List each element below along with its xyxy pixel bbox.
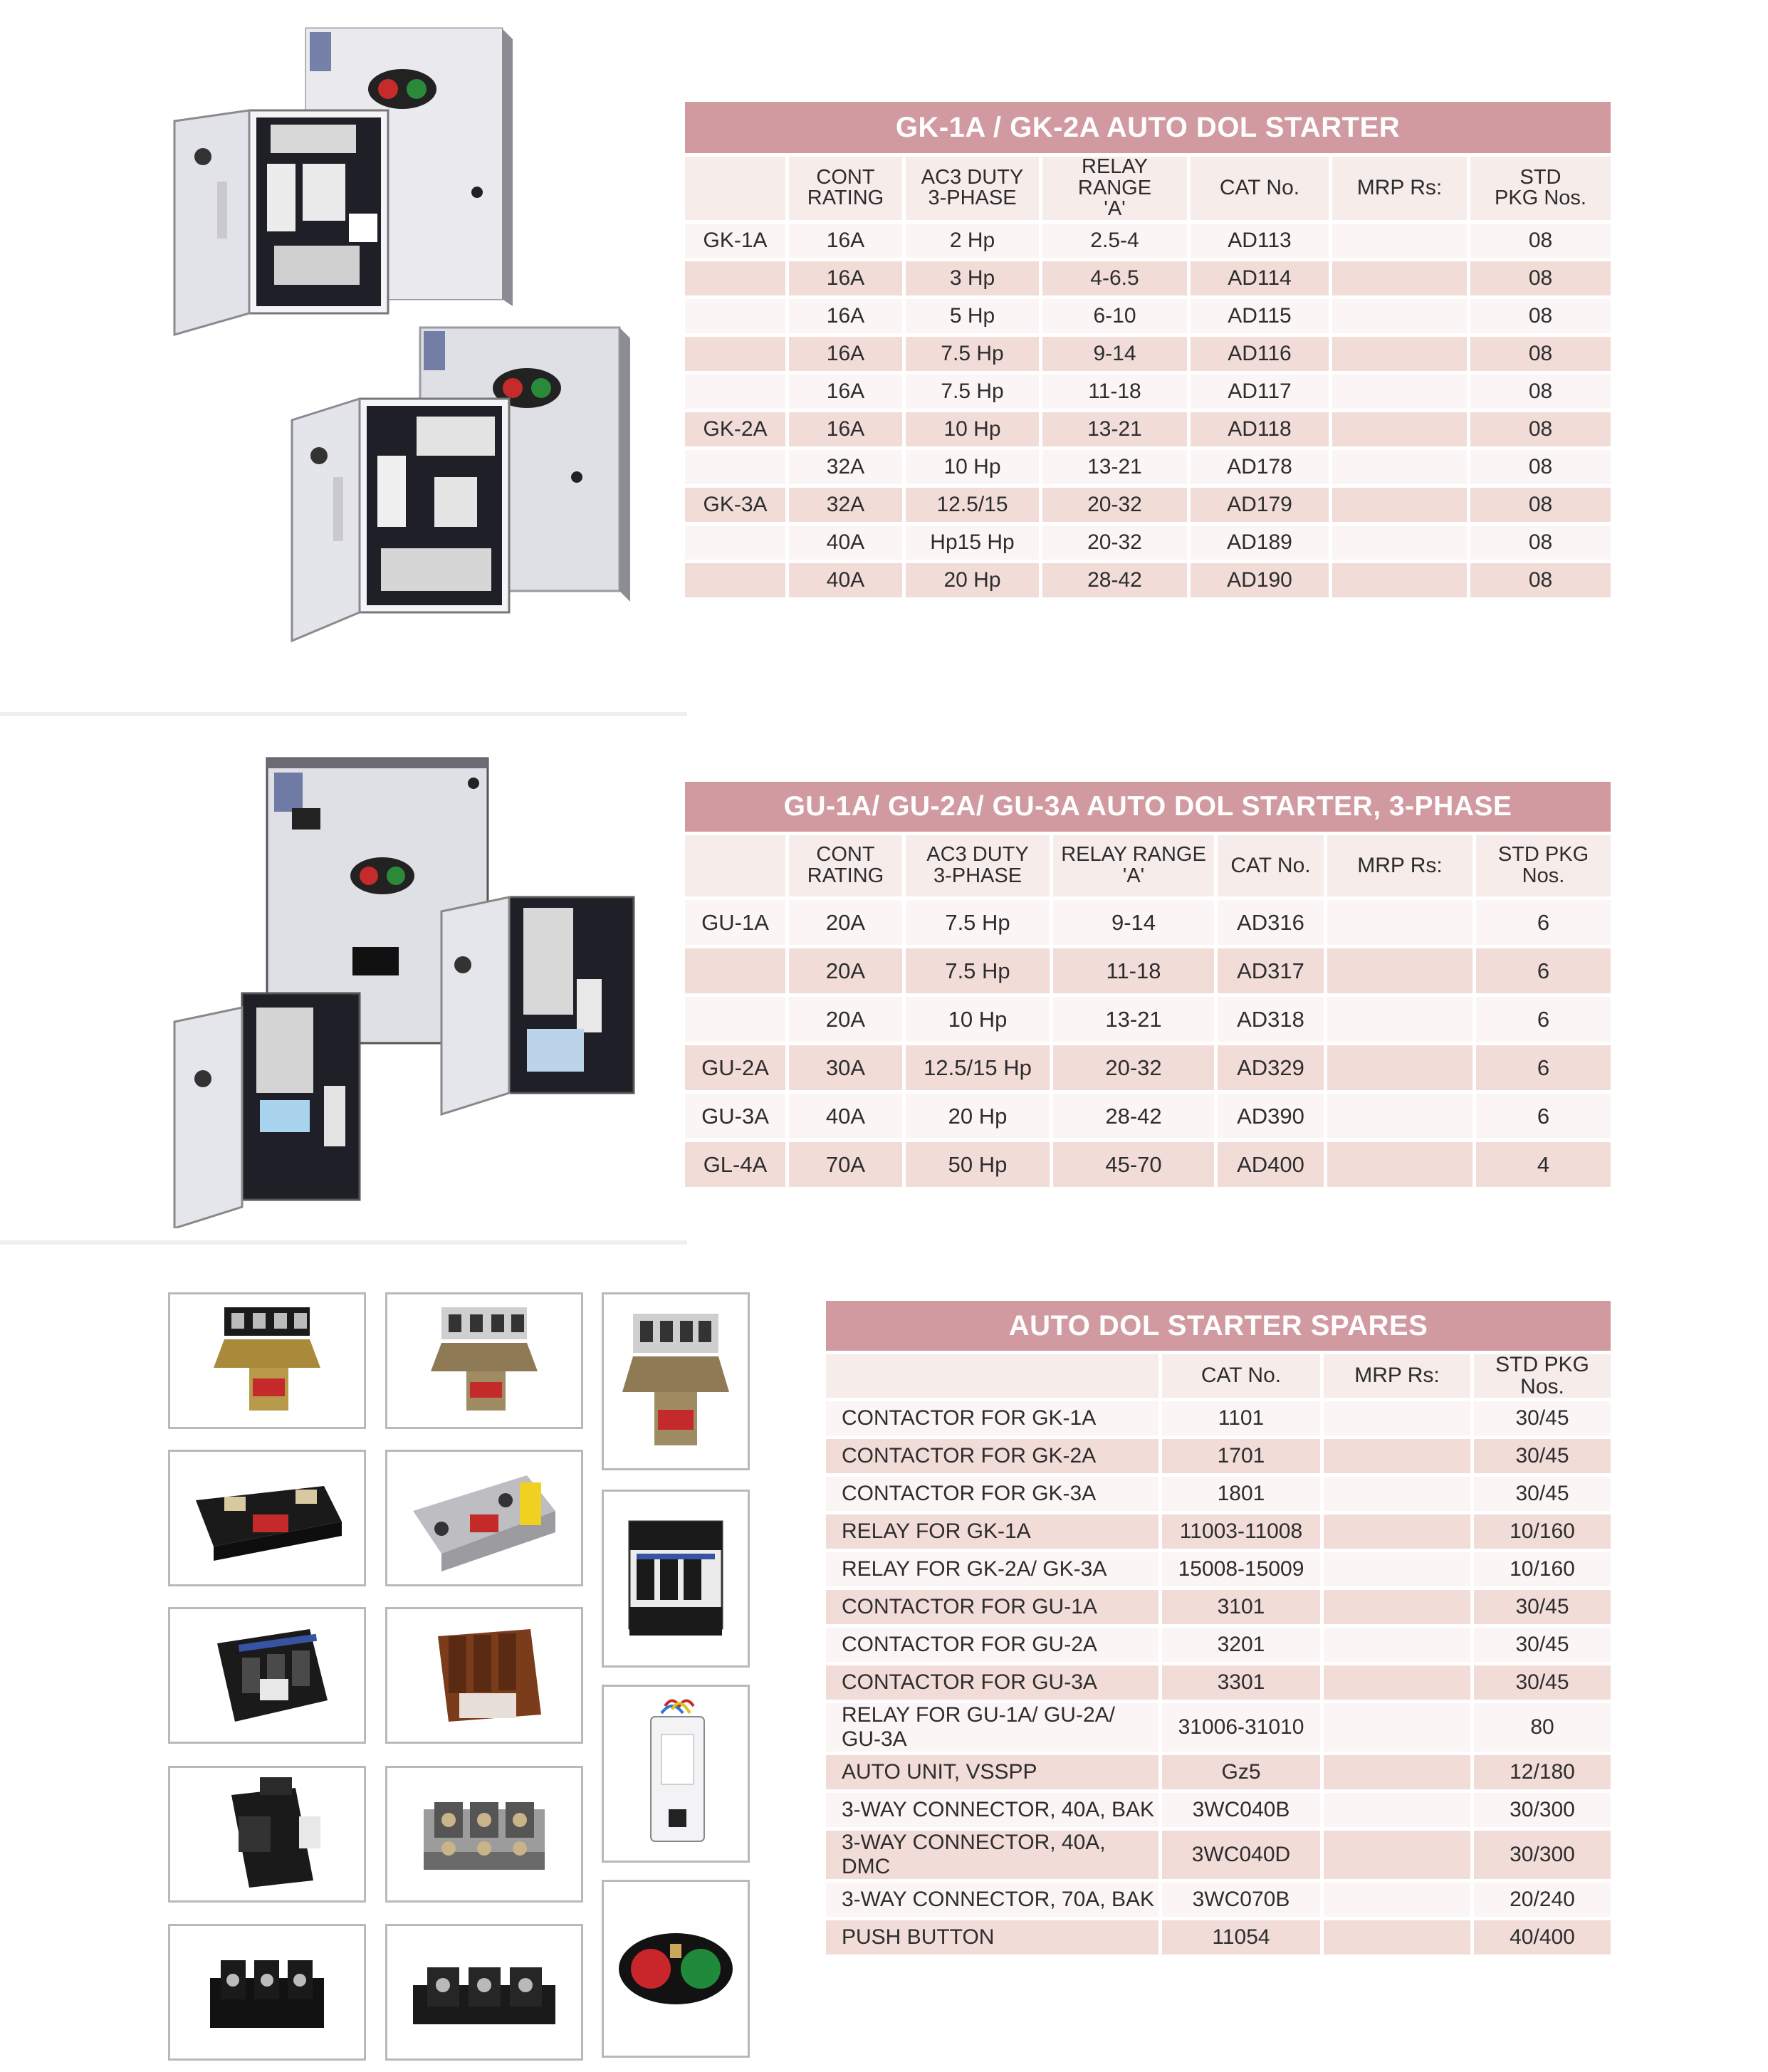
gk-table-title: GK-1A / GK-2A AUTO DOL STARTER <box>685 102 1611 153</box>
header-cont-rating: CONT RATING <box>789 835 902 896</box>
table-cell <box>685 450 785 484</box>
table-cell <box>685 337 785 371</box>
table-cell: 2 Hp <box>906 224 1039 258</box>
table-cell: 16A <box>789 337 902 371</box>
table-cell: AD316 <box>1218 900 1324 945</box>
header-mrp: MRP Rs: <box>1327 835 1473 896</box>
table-row <box>826 1920 1611 1955</box>
table-cell <box>1332 375 1467 409</box>
table-cell <box>1332 563 1467 597</box>
table-cell: 30/45 <box>1474 1477 1611 1511</box>
table-cell: 3 Hp <box>906 261 1039 295</box>
table-cell: GL-4A <box>685 1142 785 1187</box>
header-ac3-duty: AC3 DUTY 3-PHASE <box>906 835 1050 896</box>
table-row <box>685 375 1611 409</box>
overload-relay-photo-3 <box>168 1766 366 1903</box>
starter-enclosure-2 <box>292 328 630 641</box>
table-cell: 40A <box>789 1094 902 1139</box>
table-cell: AD114 <box>1191 261 1329 295</box>
table-cell: 16A <box>789 261 902 295</box>
header-std-pkg: STD PKG Nos. <box>1476 835 1611 896</box>
table-row <box>685 1094 1611 1139</box>
table-cell: CONTACTOR FOR GK-3A <box>826 1477 1158 1511</box>
table-cell: 50 Hp <box>906 1142 1050 1187</box>
table-cell: AD329 <box>1218 1045 1324 1090</box>
table-row <box>826 1439 1611 1473</box>
table-row <box>685 412 1611 446</box>
table-cell <box>1332 488 1467 522</box>
header-cont-rating: CONT RATING <box>789 157 902 220</box>
table-cell: 1801 <box>1162 1477 1320 1511</box>
table-cell: 11-18 <box>1042 375 1187 409</box>
gu-table-title: GU-1A/ GU-2A/ GU-3A AUTO DOL STARTER, 3-PHASE <box>685 782 1611 832</box>
overload-relay-photo-1 <box>168 1450 366 1586</box>
table-cell: 45-70 <box>1053 1142 1214 1187</box>
table-cell <box>1324 1883 1470 1917</box>
contactor-photo-1 <box>168 1292 366 1429</box>
table-cell: RELAY FOR GU-1A/ GU-2A/ GU-3A <box>826 1703 1158 1752</box>
table-cell: 5 Hp <box>906 299 1039 333</box>
table-cell: 3-WAY CONNECTOR, 70A, BAK <box>826 1883 1158 1917</box>
table-cell: 80 <box>1474 1703 1611 1752</box>
table-cell: AD179 <box>1191 488 1329 522</box>
spares-table-body <box>826 1401 1611 1955</box>
table-row <box>685 450 1611 484</box>
table-cell: 4-6.5 <box>1042 261 1187 295</box>
table-cell <box>1332 525 1467 560</box>
table-cell: 10 Hp <box>906 450 1039 484</box>
table-cell: 20 Hp <box>906 563 1039 597</box>
header-std-pkg: STD PKG Nos. <box>1470 157 1611 220</box>
table-cell <box>1332 412 1467 446</box>
table-cell: 20-32 <box>1042 488 1187 522</box>
header-std-pkg: STD PKG Nos. <box>1474 1354 1611 1398</box>
table-cell: 11003-11008 <box>1162 1514 1320 1549</box>
table-cell: 3101 <box>1162 1590 1320 1624</box>
table-cell: 32A <box>789 450 902 484</box>
table-cell <box>1324 1920 1470 1955</box>
table-cell <box>685 997 785 1042</box>
table-cell: AD116 <box>1191 337 1329 371</box>
table-cell: 3WC040D <box>1162 1831 1320 1879</box>
table-cell <box>1324 1703 1470 1752</box>
spares-table-title: AUTO DOL STARTER SPARES <box>826 1301 1611 1351</box>
table-cell: 08 <box>1470 261 1611 295</box>
table-cell: 30A <box>789 1045 902 1090</box>
table-row <box>826 1755 1611 1789</box>
table-cell <box>1327 997 1473 1042</box>
table-cell: 3-WAY CONNECTOR, 40A, BAK <box>826 1793 1158 1827</box>
table-cell: 28-42 <box>1042 563 1187 597</box>
table-row <box>685 337 1611 371</box>
table-cell: 32A <box>789 488 902 522</box>
table-cell: 7.5 Hp <box>906 900 1050 945</box>
table-row <box>826 1883 1611 1917</box>
table-row <box>826 1477 1611 1511</box>
table-cell: GK-3A <box>685 488 785 522</box>
header-relay-range: RELAY RANGE 'A' <box>1053 835 1214 896</box>
table-cell: AD178 <box>1191 450 1329 484</box>
table-cell: 6 <box>1476 900 1611 945</box>
table-cell: 30/300 <box>1474 1831 1611 1879</box>
table-cell: 40A <box>789 525 902 560</box>
table-cell: AD189 <box>1191 525 1329 560</box>
table-cell: 13-21 <box>1042 412 1187 446</box>
header-mrp: MRP Rs: <box>1324 1354 1470 1398</box>
table-cell <box>1324 1831 1470 1879</box>
table-cell: AD190 <box>1191 563 1329 597</box>
table-cell: 3301 <box>1162 1665 1320 1700</box>
table-cell: 30/45 <box>1474 1401 1611 1435</box>
table-cell: GK-2A <box>685 412 785 446</box>
table-cell: RELAY FOR GK-1A <box>826 1514 1158 1549</box>
gu-starter-photo <box>160 744 659 1228</box>
connector-dmc-photo <box>385 1766 583 1903</box>
section-divider-2 <box>0 1240 687 1245</box>
header-cat-no: CAT No. <box>1162 1354 1320 1398</box>
contactor-photo-4 <box>602 1490 750 1668</box>
table-cell: AD115 <box>1191 299 1329 333</box>
table-cell <box>685 375 785 409</box>
table-cell: 08 <box>1470 563 1611 597</box>
table-cell: 1101 <box>1162 1401 1320 1435</box>
table-cell <box>1327 1094 1473 1139</box>
header-model <box>685 157 785 220</box>
table-cell: 20-32 <box>1053 1045 1214 1090</box>
table-cell: 3201 <box>1162 1628 1320 1662</box>
table-cell: 20A <box>789 900 902 945</box>
table-row <box>685 900 1611 945</box>
table-cell: Gz5 <box>1162 1755 1320 1789</box>
table-cell <box>1327 1142 1473 1187</box>
table-cell: 3WC040B <box>1162 1793 1320 1827</box>
header-model <box>685 835 785 896</box>
table-row <box>685 525 1611 560</box>
table-cell <box>1324 1628 1470 1662</box>
contactor-photo-5 <box>168 1607 366 1744</box>
table-cell: 13-21 <box>1042 450 1187 484</box>
table-cell <box>1324 1755 1470 1789</box>
table-cell: 7.5 Hp <box>906 375 1039 409</box>
table-row <box>826 1590 1611 1624</box>
table-cell: AD317 <box>1218 948 1324 993</box>
table-cell: 6 <box>1476 1045 1611 1090</box>
table-cell: GU-1A <box>685 900 785 945</box>
table-cell: PUSH BUTTON <box>826 1920 1158 1955</box>
table-cell: GU-3A <box>685 1094 785 1139</box>
table-row <box>826 1831 1611 1879</box>
table-cell: 6 <box>1476 997 1611 1042</box>
table-cell: AD318 <box>1218 997 1324 1042</box>
starter-enclosure-4 <box>441 897 634 1114</box>
table-cell <box>1332 261 1467 295</box>
table-cell <box>1324 1793 1470 1827</box>
table-cell: CONTACTOR FOR GK-1A <box>826 1401 1158 1435</box>
table-cell: 08 <box>1470 450 1611 484</box>
table-cell: 6 <box>1476 948 1611 993</box>
table-cell <box>685 563 785 597</box>
table-cell: 7.5 Hp <box>906 337 1039 371</box>
table-cell: AUTO UNIT, VSSPP <box>826 1755 1158 1789</box>
table-cell: 4 <box>1476 1142 1611 1187</box>
table-cell: 20-32 <box>1042 525 1187 560</box>
connector-bak-photo-2 <box>385 1924 583 2061</box>
table-row <box>685 563 1611 597</box>
table-cell: 20 Hp <box>906 1094 1050 1139</box>
table-cell: CONTACTOR FOR GU-3A <box>826 1665 1158 1700</box>
table-cell: 3-WAY CONNECTOR, 40A, DMC <box>826 1831 1158 1879</box>
connector-bak-photo-1 <box>168 1924 366 2061</box>
table-cell: 30/45 <box>1474 1590 1611 1624</box>
table-cell <box>685 299 785 333</box>
table-cell: 16A <box>789 375 902 409</box>
table-row <box>826 1703 1611 1752</box>
table-cell: 3WC070B <box>1162 1883 1320 1917</box>
table-row <box>685 948 1611 993</box>
table-row <box>685 997 1611 1042</box>
table-cell <box>685 525 785 560</box>
table-cell: 11-18 <box>1053 948 1214 993</box>
table-cell: 28-42 <box>1053 1094 1214 1139</box>
table-cell: 40/400 <box>1474 1920 1611 1955</box>
table-cell: 1701 <box>1162 1439 1320 1473</box>
contactor-photo-2 <box>385 1292 583 1429</box>
header-cat-no: CAT No. <box>1191 157 1329 220</box>
table-cell: AD390 <box>1218 1094 1324 1139</box>
header-mrp: MRP Rs: <box>1332 157 1467 220</box>
table-cell: 20/240 <box>1474 1883 1611 1917</box>
table-cell: 08 <box>1470 299 1611 333</box>
table-cell: CONTACTOR FOR GK-2A <box>826 1439 1158 1473</box>
header-relay-range: RELAY RANGE 'A' <box>1042 157 1187 220</box>
table-cell <box>1324 1665 1470 1700</box>
starter-enclosure-5 <box>174 993 360 1228</box>
table-cell: 31006-31010 <box>1162 1703 1320 1752</box>
table-cell: 08 <box>1470 525 1611 560</box>
table-cell <box>1332 337 1467 371</box>
table-cell: 30/45 <box>1474 1665 1611 1700</box>
table-row <box>826 1514 1611 1549</box>
table-cell: 08 <box>1470 375 1611 409</box>
table-cell <box>1332 450 1467 484</box>
contactor-photo-3 <box>602 1292 750 1470</box>
table-cell: 10/160 <box>1474 1552 1611 1586</box>
header-item <box>826 1354 1158 1398</box>
table-cell <box>685 261 785 295</box>
table-row <box>826 1665 1611 1700</box>
table-cell: 16A <box>789 412 902 446</box>
table-row <box>826 1628 1611 1662</box>
table-cell: GU-2A <box>685 1045 785 1090</box>
table-cell: 08 <box>1470 412 1611 446</box>
contactor-photo-6 <box>385 1607 583 1744</box>
table-row <box>826 1552 1611 1586</box>
table-cell: 08 <box>1470 224 1611 258</box>
table-cell: 40A <box>789 563 902 597</box>
gk-table-body <box>685 224 1611 597</box>
table-cell: AD117 <box>1191 375 1329 409</box>
table-cell: 16A <box>789 299 902 333</box>
table-cell: AD118 <box>1191 412 1329 446</box>
table-cell <box>1332 224 1467 258</box>
table-cell: 10 Hp <box>906 412 1039 446</box>
table-cell: AD400 <box>1218 1142 1324 1187</box>
table-row <box>685 1045 1611 1090</box>
table-cell: 2.5-4 <box>1042 224 1187 258</box>
table-cell <box>1327 1045 1473 1090</box>
table-cell: 20A <box>789 997 902 1042</box>
table-cell: 10/160 <box>1474 1514 1611 1549</box>
table-row <box>685 261 1611 295</box>
table-cell: 12.5/15 <box>906 488 1039 522</box>
table-row <box>826 1401 1611 1435</box>
table-cell <box>1324 1552 1470 1586</box>
push-button-photo <box>602 1880 750 2058</box>
table-cell: 9-14 <box>1053 900 1214 945</box>
table-cell <box>1332 299 1467 333</box>
table-cell <box>1324 1514 1470 1549</box>
table-cell <box>1324 1401 1470 1435</box>
table-cell <box>1327 948 1473 993</box>
gk-starter-table <box>685 102 1611 601</box>
header-cat-no: CAT No. <box>1218 835 1324 896</box>
table-cell: 08 <box>1470 488 1611 522</box>
table-row <box>685 224 1611 258</box>
table-cell: 7.5 Hp <box>906 948 1050 993</box>
table-cell: GK-1A <box>685 224 785 258</box>
header-ac3-duty: AC3 DUTY 3-PHASE <box>906 157 1039 220</box>
table-cell: 12/180 <box>1474 1755 1611 1789</box>
table-cell: 6 <box>1476 1094 1611 1139</box>
table-row <box>826 1793 1611 1827</box>
table-row <box>685 488 1611 522</box>
table-cell: 20A <box>789 948 902 993</box>
table-cell: 30/45 <box>1474 1628 1611 1662</box>
table-cell: 08 <box>1470 337 1611 371</box>
table-row <box>685 299 1611 333</box>
table-cell <box>1324 1439 1470 1473</box>
table-cell: 10 Hp <box>906 997 1050 1042</box>
auto-unit-photo <box>602 1685 750 1863</box>
table-cell: CONTACTOR FOR GU-1A <box>826 1590 1158 1624</box>
gu-table-body <box>685 900 1611 1187</box>
table-cell: 30/300 <box>1474 1793 1611 1827</box>
starter-enclosure-1 <box>174 28 513 335</box>
spares-table <box>826 1301 1611 1958</box>
table-cell: RELAY FOR GK-2A/ GK-3A <box>826 1552 1158 1586</box>
gu-starter-table <box>685 782 1611 1191</box>
table-row <box>685 1142 1611 1187</box>
table-cell: 16A <box>789 224 902 258</box>
table-cell: 12.5/15 Hp <box>906 1045 1050 1090</box>
table-cell <box>1324 1477 1470 1511</box>
table-cell: 30/45 <box>1474 1439 1611 1473</box>
table-cell: CONTACTOR FOR GU-2A <box>826 1628 1158 1662</box>
table-cell: Hp15 Hp <box>906 525 1039 560</box>
table-cell <box>685 948 785 993</box>
gk-starter-photo <box>142 21 641 676</box>
table-cell: 9-14 <box>1042 337 1187 371</box>
table-cell: 15008-15009 <box>1162 1552 1320 1586</box>
table-cell: AD113 <box>1191 224 1329 258</box>
table-cell: 13-21 <box>1053 997 1214 1042</box>
table-cell <box>1327 900 1473 945</box>
section-divider-1 <box>0 712 687 716</box>
overload-relay-photo-2 <box>385 1450 583 1586</box>
table-cell: 70A <box>789 1142 902 1187</box>
table-cell: 11054 <box>1162 1920 1320 1955</box>
table-cell <box>1324 1590 1470 1624</box>
table-cell: 6-10 <box>1042 299 1187 333</box>
